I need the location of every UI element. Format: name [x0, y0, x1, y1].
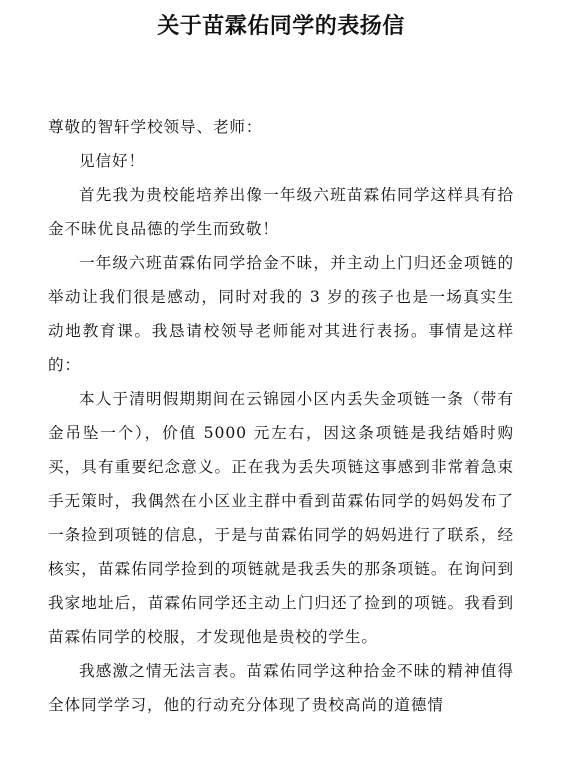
letter-paragraph: 一年级六班苗霖佑同学拾金不昧，并主动上门归还金项链的举动让我们很是感动，同时对我的 3 岁的孩子也是一场真实生动地教育课。我恳请校领导老师能对其进行表扬。事情是这样的：: [48, 254, 514, 374]
letter-salutation: 尊敬的智轩学校领导、老师：: [48, 118, 263, 136]
letter-paragraph: 本人于清明假期期间在云锦园小区内丢失金项链一条（带有金吊坠一个），价值 5000 元左右，因这条项链是我结婚时购买，具有重要纪念意义。正在我为丢失项链这事感到非常着急束手无策时，我偶然在小区业主群中看到苗霖佑同学的妈妈发布了一条捡到项链的信息，于是与苗霖佑同学的妈妈进行了联系，经核实，苗霖佑同学捡到的项链就是我丢失的那条项链。在询问到我家地址后，苗霖佑同学还主动上门归还了捡到的项链。我看到苗霖佑同学的校服，才发现他是贵校的学生。: [48, 390, 514, 646]
letter-greeting: 见信好！: [79, 152, 145, 170]
letter-paragraph: 首先我为贵校能培养出像一年级六班苗霖佑同学这样具有拾金不昧优良品德的学生而致敬！: [48, 186, 514, 238]
letter-paragraph: 我感激之情无法言表。苗霖佑同学这种拾金不昧的精神值得全体同学学习，他的行动充分体现了贵校高尚的道德情: [48, 662, 514, 714]
letter-body: [48, 110, 514, 722]
letter-title: 关于苗霖佑同学的表扬信: [157, 14, 405, 39]
